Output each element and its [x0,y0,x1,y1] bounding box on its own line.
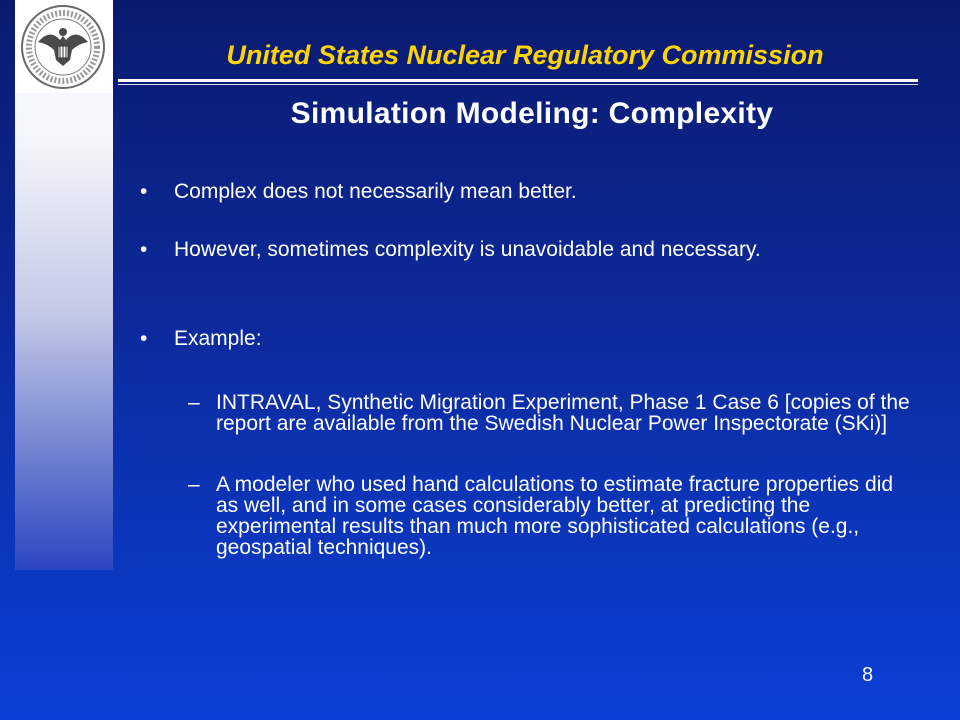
bullet-item [140,180,900,203]
sub-bullet-text: INTRAVAL, Synthetic Migration Experiment, Phase 1 Case 6 [copies of the report are available from the Swedish Nuclear Power Inspectorate (SKi)] [216,391,910,435]
header-rule-thin [118,84,918,85]
sub-bullet-item [188,474,910,558]
bullet-marker: • [140,180,148,203]
page-number: 8 [862,664,874,686]
bullet-text: However, sometimes complexity is unavoidable and necessary. [174,238,761,261]
bullet-text: Complex does not necessarily mean better. [174,180,577,203]
sub-bullet-marker: – [188,473,200,496]
nrc-seal-icon [20,4,106,90]
slide-title: Simulation Modeling: Complexity [290,97,774,130]
sub-bullet-text: A modeler who used hand calculations to estimate fracture properties did as well, and in some cases considerably better, at predicting the experimental results than much more sophisticated calculations (e.g., geospatial techniques). [216,473,894,559]
bullet-marker: • [140,238,148,261]
header-rule [118,79,918,82]
bullet-marker: • [140,327,148,350]
sub-bullet-marker: – [188,391,200,414]
sub-bullet-item [188,392,910,434]
bullet-item [140,238,900,261]
organization-title: United States Nuclear Regulatory Commission [226,40,824,70]
bullet-item [140,327,900,350]
bullet-text: Example: [174,327,262,350]
